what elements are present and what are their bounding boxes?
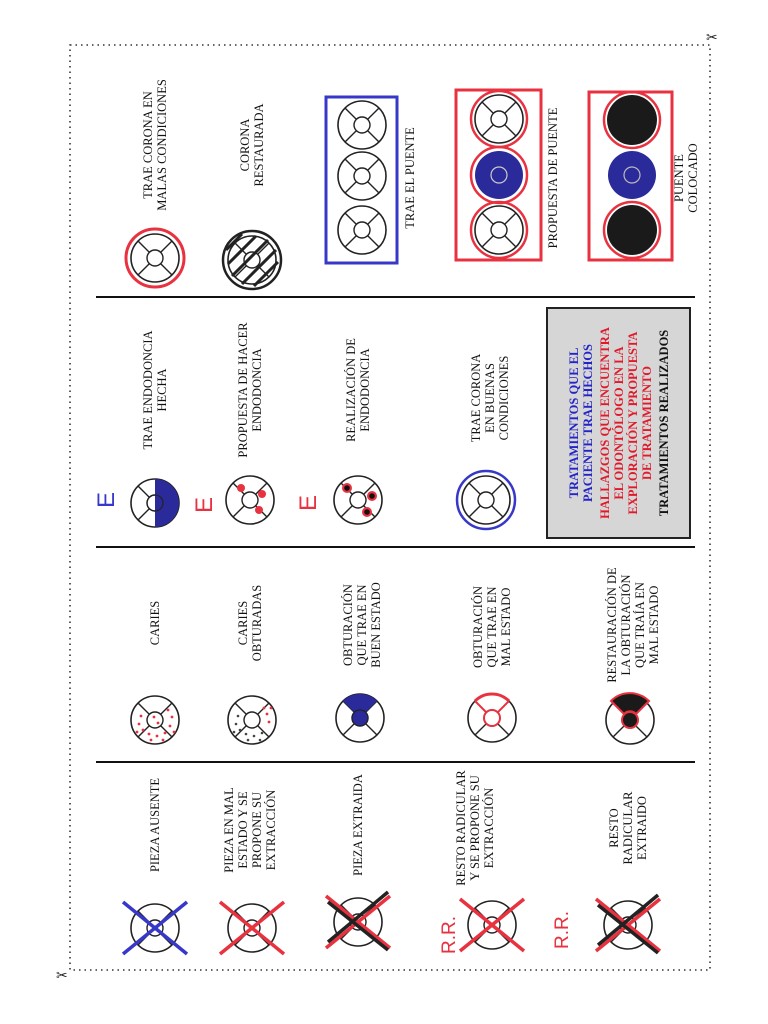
tooth-filling-bad-icon — [468, 694, 516, 742]
color-legend-box — [546, 307, 691, 539]
tooth-filling-restored-icon — [606, 693, 654, 744]
tooth-endodontics-proposed-icon — [226, 476, 274, 524]
tooth-root-remnant-extracted-icon — [596, 895, 660, 953]
label-bridge-existing: TRAE EL PUENTE — [403, 127, 417, 229]
tooth-crown-good-icon — [457, 471, 515, 529]
bridge-placed-icon — [589, 92, 672, 260]
rr-letter-2: R.R. — [552, 911, 573, 949]
bridge-proposed-icon — [456, 90, 541, 260]
label-caries-filled: CARIES OBTURADAS — [236, 584, 264, 662]
legend-red: HALLAZGOS QUE ENCUENTRA EL ODONTÓLOGO EN LA EXPLORACIÓN Y PROPUESTA DE TRATAMIENTO — [597, 327, 654, 519]
tooth-caries-icon — [131, 696, 179, 744]
label-filling-good: OBTURACIÓN QUE TRAE EN BUEN ESTADO — [341, 582, 383, 668]
label-endodontics-done: TRAE ENDODONCIA HECHA — [141, 330, 169, 450]
endo-letter-3: E — [295, 494, 322, 512]
label-tooth-absent: PIEZA AUSENTE — [148, 777, 162, 873]
label-crown-restored: CORONA RESTAURADA — [238, 103, 266, 187]
tooth-crown-bad-icon — [126, 229, 184, 287]
tooth-root-remnant-proposed-icon — [460, 899, 524, 951]
label-bridge-proposed: PROPUESTA DE PUENTE — [546, 107, 560, 249]
tooth-endodontics-performed-icon — [334, 476, 382, 524]
endo-letter-1: E — [93, 491, 120, 509]
tooth-extraction-proposed-icon — [220, 902, 284, 954]
tooth-crown-restored-icon — [223, 231, 281, 289]
tooth-filling-good-icon — [336, 694, 384, 742]
legend-black: TRATAMIENTOS REALIZADOS — [656, 329, 671, 517]
endo-letter-2: E — [191, 496, 218, 514]
scissors-icon: ✂ — [56, 968, 68, 984]
tooth-caries-filled-icon — [228, 696, 276, 744]
label-tooth-extracted: PIEZA EXTRAIDA — [351, 774, 365, 876]
label-root-remnant-extracted: RESTO RADICULAR EXTRAIDO — [607, 791, 649, 865]
legend-blue: TRATAMIENTOS QUE EL PACIENTE TRAE HECHOS — [566, 344, 595, 502]
label-filling-restored: RESTAURACIÓN DE LA OBTURACIÓN QUE TRAÍA EN MAL ESTADO — [605, 567, 661, 683]
tooth-extracted-icon — [326, 892, 390, 950]
label-extraction-proposed: PIEZA EN MAL ESTADO Y SE PROPONE SU EXTRACCIÓN — [222, 787, 278, 873]
label-endodontics-proposed: PROPUESTA DE HACER ENDODONCIA — [236, 322, 264, 458]
label-endodontics-performed: REALIZACIÓN DE ENDODONCIA — [344, 338, 372, 442]
label-crown-bad: TRAE CORONA EN MALAS CONDICIONES — [141, 79, 169, 211]
label-caries: CARIES — [148, 600, 162, 646]
bridge-existing-icon — [326, 97, 397, 263]
label-filling-bad: OBTURACIÓN QUE TRAE EN MAL ESTADO — [471, 586, 513, 668]
label-crown-good: TRAE CORONA EN BUENAS CONDICIONES — [469, 353, 511, 443]
tooth-absent-icon — [123, 902, 187, 954]
rr-letter-1: R.R. — [439, 916, 460, 954]
label-bridge-placed: PUENTE COLOCADO — [672, 143, 700, 213]
label-root-remnant-proposed: RESTO RADICULAR Y SE PROPONE SU EXTRACCIÓN — [454, 770, 496, 886]
scissors-icon: ✂ — [706, 30, 718, 46]
tooth-endodontics-done-icon — [131, 479, 179, 527]
